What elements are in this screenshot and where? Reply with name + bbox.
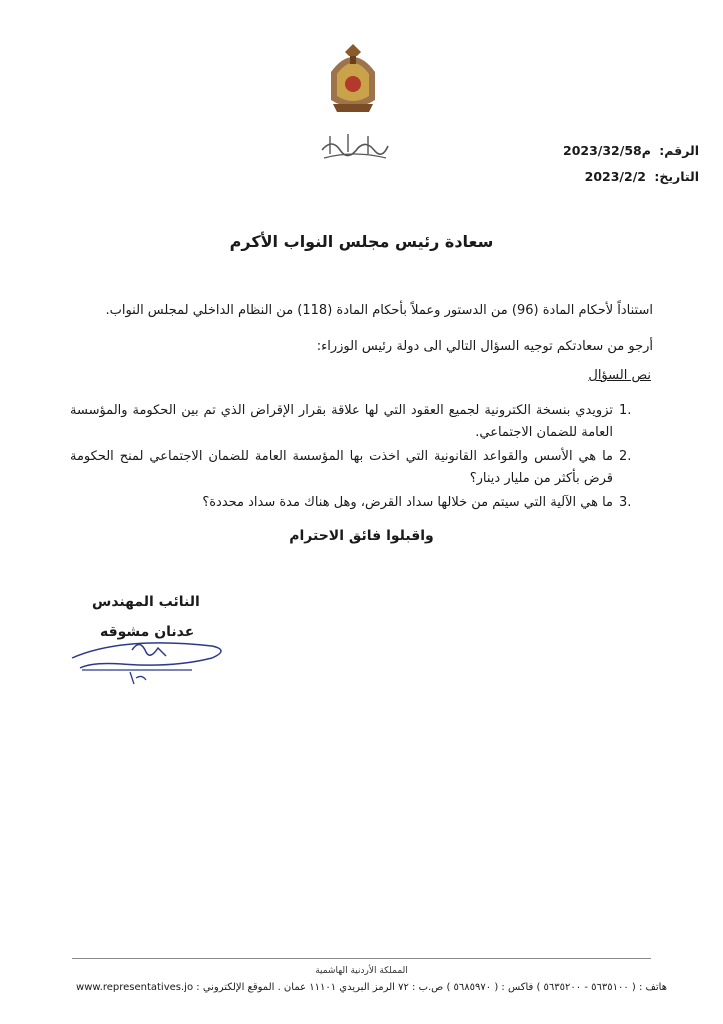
reference-number-label: الرقم: — [659, 143, 699, 158]
footer-contact: هاتف : ( ٥٦٣٥١٠٠ - ٥٦٣٥٢٠٠ ) فاكس : ( ٥٦٨٥٩٧٠ ) ص.ب : ٧٢ الرمز البريدي ١١١٠١ عمان . الموقع الإلكتروني : — [196, 982, 667, 993]
question-number: 3. — [619, 495, 632, 510]
footer-seal-text: المملكة الأردنية الهاشمية — [315, 966, 408, 976]
question-item — [70, 400, 635, 444]
paragraph-request: أرجو من سعادتكم توجيه السؤال التالي الى دولة رئيس الوزراء: — [316, 339, 653, 354]
question-text: تزويدي بنسخة الكترونية لجميع العقود التي لها علاقة بقرار الإقراض الذي تم بين الحكومة والمؤسسة العامة للضمان الاجتماعي. — [70, 403, 613, 440]
question-number: 1. — [619, 403, 632, 418]
jordan-crest-icon — [323, 42, 383, 114]
date-value: 2023/2/2 — [584, 169, 646, 184]
section-title: نص السؤال — [588, 368, 651, 383]
question-item — [70, 446, 635, 490]
parliament-logo — [318, 128, 390, 162]
questions-list — [70, 400, 635, 516]
reference-number-value: م2023/32/58 — [563, 143, 651, 158]
date-row — [563, 164, 699, 190]
date-label: التاريخ: — [654, 169, 699, 184]
question-item — [70, 492, 635, 514]
footer-website-link[interactable]: www.representatives.jo — [76, 982, 194, 993]
signatory-name: عدنان مشوقه — [100, 624, 195, 640]
signatory-title: النائب المهندس — [92, 594, 200, 610]
reference-block — [563, 138, 699, 190]
footer-contact-line — [76, 982, 667, 993]
question-number: 2. — [619, 449, 632, 464]
closing-line: واقبلوا فائق الاحترام — [289, 528, 434, 544]
paragraph-legal-basis: استناداً لأحكام المادة (96) من الدستور وعملاً بأحكام المادة (118) من النظام الداخلي لمجلس النواب. — [105, 303, 653, 318]
salutation: سعادة رئيس مجلس النواب الأكرم — [229, 232, 494, 251]
question-text: ما هي الأسس والقواعد القانونية التي اخذت بها المؤسسة العامة للضمان الاجتماعي لمنح الحكومة قرض بأكثر من مليار دينار؟ — [70, 449, 613, 486]
handwritten-signature — [62, 628, 232, 688]
question-text: ما هي الآلية التي سيتم من خلالها سداد القرض، وهل هناك مدة سداد محددة؟ — [202, 495, 613, 510]
reference-number-row — [563, 138, 699, 164]
footer-divider — [72, 958, 651, 959]
